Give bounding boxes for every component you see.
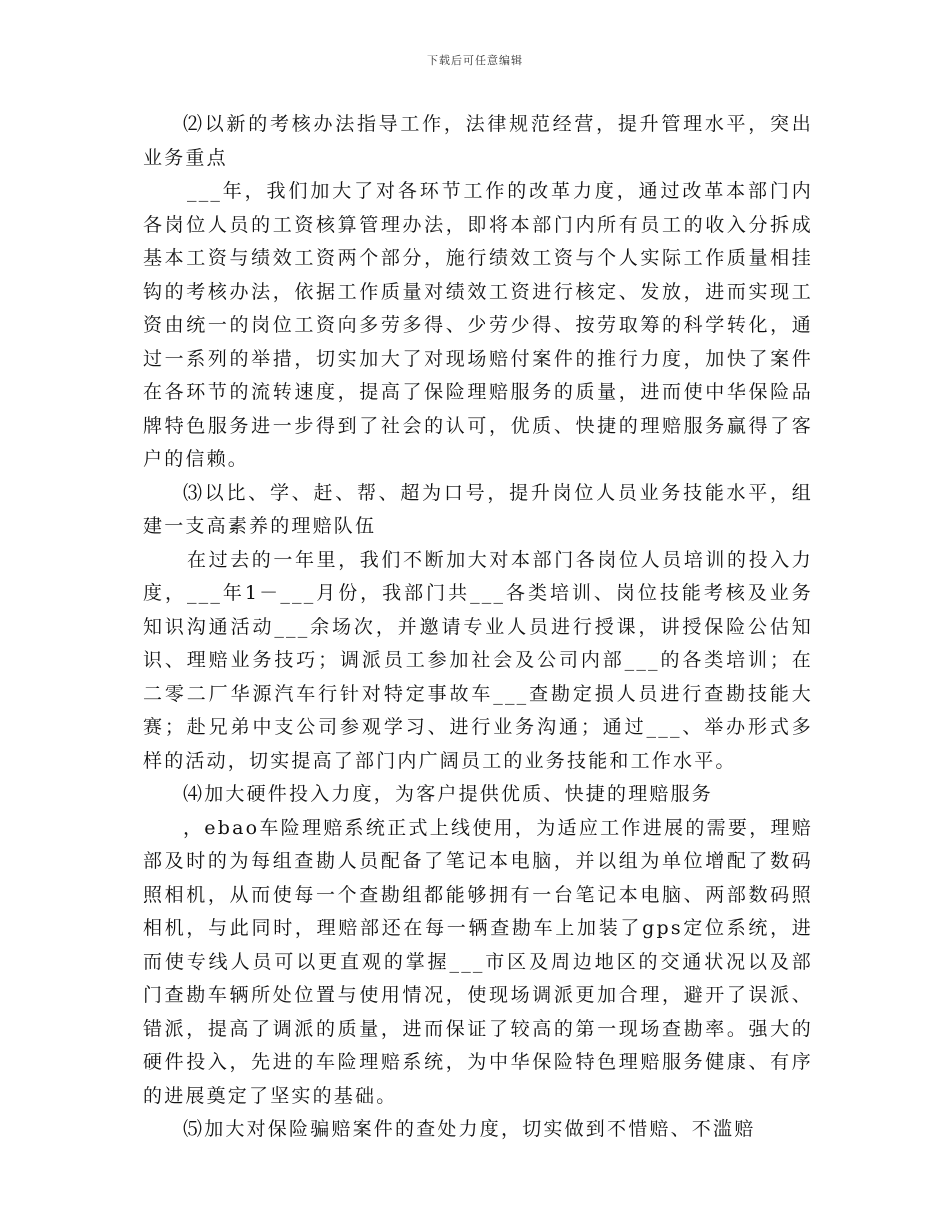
page-header-note: 下载后可任意编辑 bbox=[427, 54, 523, 67]
section-heading-4: ⑷加大硬件投入力度，为客户提供优质、快捷的理赔服务 bbox=[183, 783, 714, 805]
document-body bbox=[143, 108, 813, 1147]
body-paragraph: ，ebao车险理赔系统正式上线使用，为适应工作进展的需要，理赔部及时的为每组查勘人员配备了笔记本电脑，并以组为单位增配了数码照相机，从而使每一个查勘组都能够拥有一台笔记本电脑、两部数码照相机，与此同时，理赔部还在每一辆查勘车上加装了gps定位系统，进而使专线人员可以更直观的掌握___市区及周边地区的交通状况以及部门查勘车辆所处位置与使用情况，使现场调派更加合理，避开了误派、错派，提高了调派的质量，进而保证了较高的第一现场查勘率。强大的硬件投入，先进的车险理赔系统，为中华保险特色理赔服务健康、有序的进展奠定了坚实的基础。 bbox=[143, 816, 813, 1107]
section-heading-5: ⑸加大对保险骗赔案件的查处力度，切实做到不惜赔、不滥赔 bbox=[183, 1118, 756, 1140]
section-heading-3: ⑶以比、学、赶、帮、超为口号，提升岗位人员业务技能水平，组建一支高素养的理赔队伍 bbox=[143, 481, 813, 537]
section-heading-2: ⑵以新的考核办法指导工作，法律规范经营，提升管理水平，突出业务重点 bbox=[143, 113, 813, 169]
body-paragraph: 在过去的一年里，我们不断加大对本部门各岗位人员培训的投入力度，___年1－___月份，我部门共___各类培训、岗位技能考核及业务知识沟通活动___余场次，并邀请专业人员进行授课，讲授保险公估知识、理赔业务技巧；调派员工参加社会及公司内部___的各类培训；在二零二厂华源汽车行针对特定事故车___查勘定损人员进行查勘技能大赛；赴兄弟中支公司参观学习、进行业务沟通；通过___、举办形式多样的活动，切实提高了部门内广阔员工的业务技能和工作水平。 bbox=[143, 548, 813, 772]
body-paragraph: ___年，我们加大了对各环节工作的改革力度，通过改革本部门内各岗位人员的工资核算管理办法，即将本部门内所有员工的收入分拆成基本工资与绩效工资两个部分，施行绩效工资与个人实际工作质量相挂钩的考核办法，依据工作质量对绩效工资进行核定、发放，进而实现工资由统一的岗位工资向多劳多得、少劳少得、按劳取筹的科学转化，通过一系列的举措，切实加大了对现场赔付案件的推行力度，加快了案件在各环节的流转速度，提高了保险理赔服务的质量，进而使中华保险品牌特色服务进一步得到了社会的认可，优质、快捷的理赔服务赢得了客户的信赖。 bbox=[143, 180, 813, 470]
